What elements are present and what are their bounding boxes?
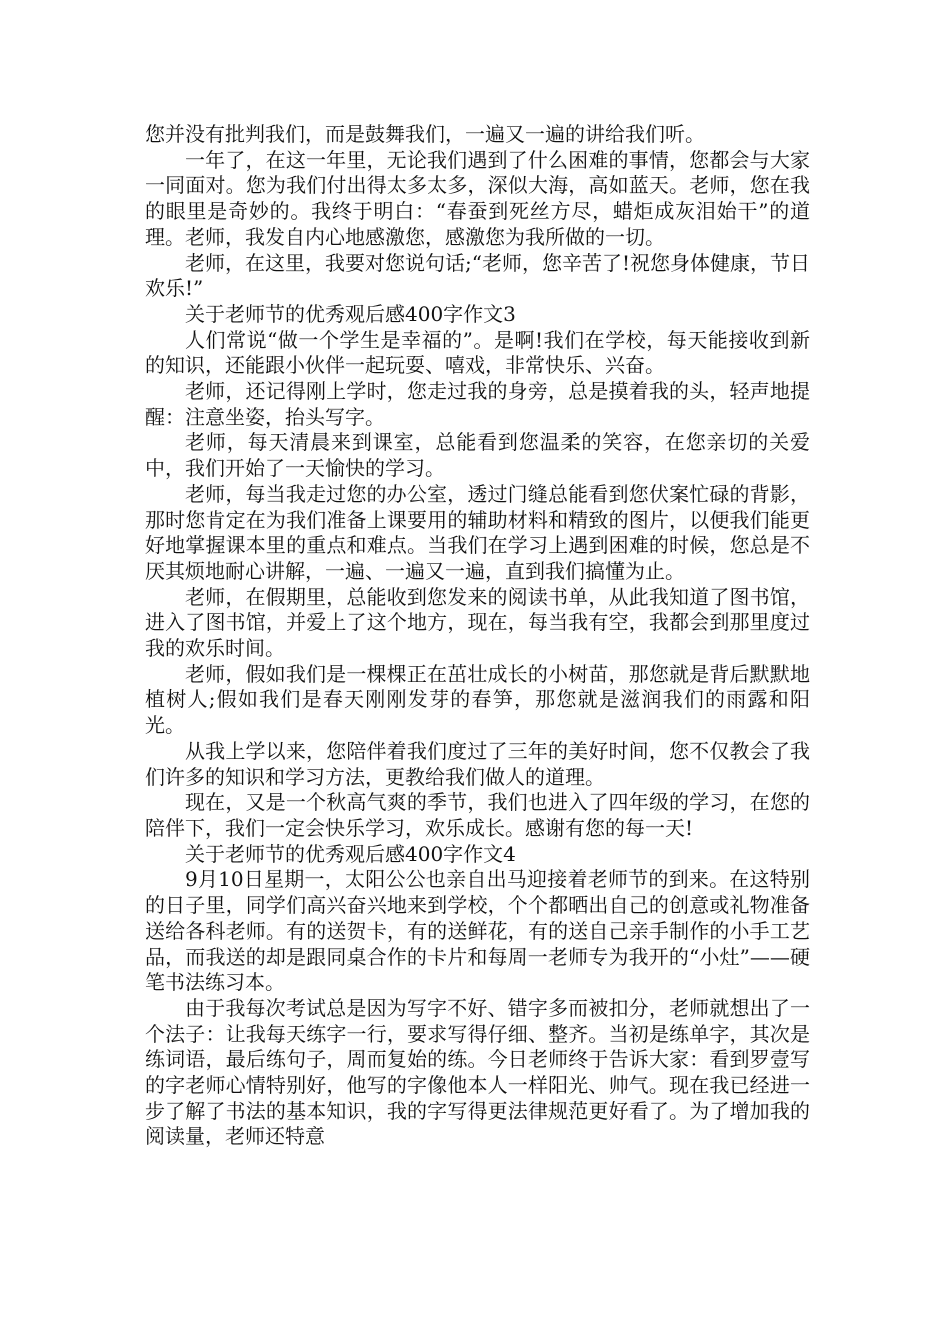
paragraph-4: 人们常说“做一个学生是幸福的”。是啊!我们在学校，每天能接收到新的知识，还能跟小伙伴一起玩耍、嘻戏，非常快乐、兴奋。 <box>145 327 810 378</box>
paragraph-2: 一年了，在这一年里，无论我们遇到了什么困难的事情，您都会与大家一同面对。您为我们付出得太多太多，深似大海，高如蓝天。老师，您在我的眼里是奇妙的。我终于明白：“春蚕到死丝方尽，蜡炬成灰泪始干”的道理。老师，我发自内心地感激您，感激您为我所做的一切。 <box>145 147 810 249</box>
paragraph-8: 老师，在假期里，总能收到您发来的阅读书单，从此我知道了图书馆，进入了图书馆，并爱上了这个地方，现在，每当我有空，我都会到那里度过我的欢乐时间。 <box>145 584 810 661</box>
section-heading-3: 关于老师节的优秀观后感400字作文3 <box>185 301 516 326</box>
section-heading-4: 关于老师节的优秀观后感400字作文4 <box>185 841 516 866</box>
paragraph-5: 老师，还记得刚上学时，您走过我的身旁，总是摸着我的头，轻声地提醒：注意坐姿，抬头写字。 <box>145 379 810 429</box>
paragraph-3: 老师，在这里，我要对您说句话;“老师，您辛苦了!祝您身体健康，节日欢乐!” <box>145 250 810 301</box>
document-page <box>145 122 810 1150</box>
paragraph-13: 由于我每次考试总是因为写字不好、错字多而被扣分，老师就想出了一个法子：让我每天练字一行，要求写得仔细、整齐。当初是练单字，其次是练词语，最后练句子，周而复始的练。今日老师终于告诉大家：看到罗壹写的字老师心情特别好，他写的字像他本人一样阳光、帅气。现在我已经进一步了解了书法的基本知识，我的字写得更法律规范更好看了。为了增加我的阅读量，老师还特意 <box>145 995 810 1149</box>
paragraph-12: 9月10日星期一，太阳公公也亲自出马迎接着老师节的到来。在这特别的日子里，同学们高兴奋兴地来到学校，个个都晒出自己的创意或礼物准备送给各科老师。有的送贺卡，有的送鲜花，有的送自己亲手制作的小手工艺品，而我送的却是跟同桌合作的卡片和每周一老师专为我开的“小灶”——硬笔书法练习本。 <box>145 867 810 995</box>
paragraph-9: 老师，假如我们是一棵棵正在茁壮成长的小树苗，那您就是背后默默地植树人;假如我们是春天刚刚发芽的春笋，那您就是滋润我们的雨露和阳光。 <box>145 661 810 738</box>
paragraph-7: 老师，每当我走过您的办公室，透过门缝总能看到您伏案忙碌的背影，那时您肯定在为我们准备上课要用的辅助材料和精致的图片，以便我们能更好地掌握课本里的重点和难点。当我们在学习上遇到困难的时候，您总是不厌其烦地耐心讲解，一遍、一遍又一遍，直到我们搞懂为止。 <box>145 481 810 583</box>
paragraph-10: 从我上学以来，您陪伴着我们度过了三年的美好时间，您不仅教会了我们许多的知识和学习方法，更教给我们做人的道理。 <box>145 738 810 789</box>
paragraph-11: 现在，又是一个秋高气爽的季节，我们也进入了四年级的学习，在您的陪伴下，我们一定会快乐学习，欢乐成长。感谢有您的每一天! <box>145 790 810 840</box>
paragraph-1: 您并没有批判我们，而是鼓舞我们，一遍又一遍的讲给我们听。 <box>145 122 705 146</box>
paragraph-6: 老师，每天清晨来到课室，总能看到您温柔的笑容，在您亲切的关爱中，我们开始了一天愉快的学习。 <box>145 430 810 481</box>
